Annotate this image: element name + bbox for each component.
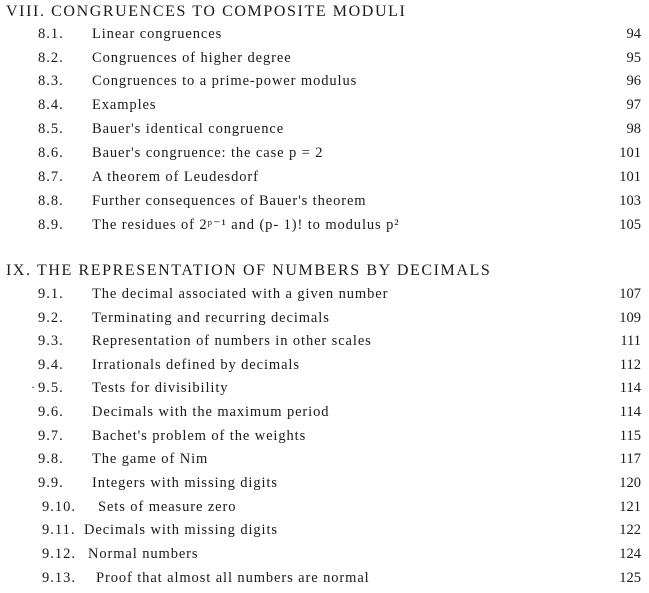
section-number: 9.4.	[38, 357, 64, 373]
section-number: 8.8.	[38, 193, 64, 209]
page-number: 109	[619, 310, 641, 326]
section-number: 8.6.	[38, 145, 64, 161]
page-number: 117	[619, 451, 641, 467]
toc-entry[interactable]	[0, 546, 649, 568]
toc-entry[interactable]	[0, 451, 649, 473]
section-title: A theorem of Leudesdorf	[92, 169, 259, 185]
page-number: 98	[626, 121, 641, 137]
page-number: 96	[626, 73, 641, 89]
page-number: 115	[619, 428, 641, 444]
toc-entry[interactable]	[0, 217, 649, 239]
section-number: 8.2.	[38, 50, 64, 66]
section-number: 8.5.	[38, 121, 64, 137]
section-title: Terminating and recurring decimals	[92, 310, 330, 326]
section-number: 9.5.	[38, 380, 64, 396]
margin-dot: ·	[31, 380, 35, 394]
section-title: Proof that almost all numbers are normal	[96, 570, 370, 586]
chapter-heading: IX. THE REPRESENTATION OF NUMBERS BY DECIMALS	[6, 262, 492, 279]
page-number: 124	[619, 546, 641, 562]
page-number: 97	[626, 97, 641, 113]
section-title: Congruences of higher degree	[92, 50, 292, 66]
page-number: 122	[619, 522, 641, 538]
page-number: 105	[619, 217, 641, 233]
section-number: 9.8.	[38, 451, 64, 467]
page-number: 114	[619, 380, 641, 396]
toc-entry[interactable]	[0, 428, 649, 450]
section-title: Representation of numbers in other scales	[92, 333, 372, 349]
section-title: Integers with missing digits	[92, 475, 278, 491]
toc-entry[interactable]	[0, 169, 649, 191]
section-number: 8.1.	[38, 26, 64, 42]
toc-entry[interactable]	[0, 50, 649, 72]
chapter-heading: VIII. CONGRUENCES TO COMPOSITE MODULI	[6, 3, 407, 20]
section-number: 8.9.	[38, 217, 64, 233]
page-number: 107	[619, 286, 641, 302]
section-number: 8.4.	[38, 97, 64, 113]
section-title: Bauer's identical congruence	[92, 121, 285, 137]
section-number: 9.12.	[42, 546, 76, 562]
toc-entry[interactable]	[0, 73, 649, 95]
section-number: 9.1.	[38, 286, 64, 302]
toc-entry[interactable]	[0, 380, 649, 402]
page-number: 114	[619, 404, 641, 420]
section-title: Irrationals defined by decimals	[92, 357, 300, 373]
toc-entry[interactable]	[0, 286, 649, 308]
toc-entry[interactable]	[0, 97, 649, 119]
page-number: 101	[619, 169, 641, 185]
section-number: 9.10.	[42, 499, 76, 515]
page-number: 94	[626, 26, 641, 42]
toc-entry[interactable]	[0, 357, 649, 379]
section-title: Further consequences of Bauer's theorem	[92, 193, 367, 209]
section-title: Bachet's problem of the weights	[92, 428, 307, 444]
section-number: 9.11.	[42, 522, 76, 538]
toc-entry[interactable]	[0, 193, 649, 215]
page-number: 112	[619, 357, 641, 373]
toc-entry[interactable]	[0, 475, 649, 497]
section-title: Linear congruences	[92, 26, 223, 42]
page-number: 111	[620, 333, 641, 349]
section-number: 8.7.	[38, 169, 64, 185]
section-title: Bauer's congruence: the case p = 2	[92, 145, 324, 161]
page-number: 103	[619, 193, 641, 209]
section-title: Decimals with the maximum period	[92, 404, 330, 420]
toc-entry[interactable]	[0, 310, 649, 332]
section-number: 9.9.	[38, 475, 64, 491]
section-title: Decimals with missing digits	[84, 522, 278, 538]
page-number: 120	[619, 475, 641, 491]
page-number: 95	[626, 50, 641, 66]
section-number: 9.2.	[38, 310, 64, 326]
section-title: The game of Nim	[92, 451, 209, 467]
section-number: 9.3.	[38, 333, 64, 349]
toc-entry[interactable]	[0, 499, 649, 521]
section-title: Normal numbers	[88, 546, 199, 562]
section-number: 9.6.	[38, 404, 64, 420]
section-number: 8.3.	[38, 73, 64, 89]
toc-entry[interactable]	[0, 121, 649, 143]
section-title: Sets of measure zero	[98, 499, 237, 515]
toc-entry[interactable]	[0, 26, 649, 48]
page-number: 101	[619, 145, 641, 161]
section-title: The decimal associated with a given number	[92, 286, 389, 302]
section-title: The residues of 2ᵖ⁻¹ and (p- 1)! to modulus p²	[92, 217, 400, 233]
toc-entry[interactable]	[0, 145, 649, 167]
page-number: 121	[619, 499, 641, 515]
page-number: 125	[619, 570, 641, 586]
toc-entry[interactable]	[0, 333, 649, 355]
section-title: Congruences to a prime-power modulus	[92, 73, 358, 89]
toc-entry[interactable]	[0, 522, 649, 544]
section-title: Tests for divisibility	[92, 380, 229, 396]
section-title: Examples	[92, 97, 157, 113]
toc-entry[interactable]	[0, 570, 649, 592]
section-number: 9.13.	[42, 570, 76, 586]
section-number: 9.7.	[38, 428, 64, 444]
toc-entry[interactable]	[0, 404, 649, 426]
